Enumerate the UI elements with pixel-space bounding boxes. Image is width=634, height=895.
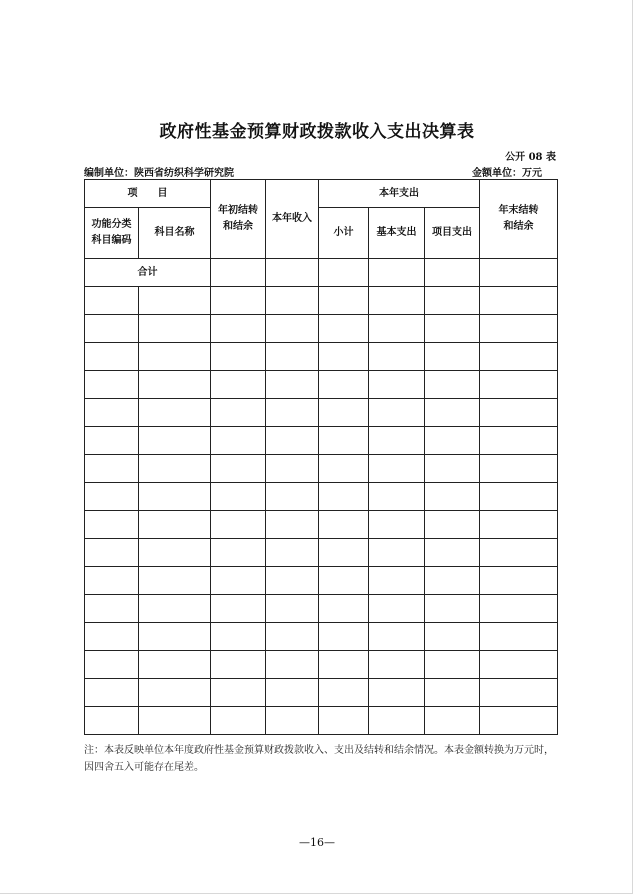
table-row	[85, 455, 558, 483]
table-cell	[85, 679, 139, 707]
table-cell	[319, 399, 369, 427]
table-cell	[85, 707, 139, 735]
table-cell	[369, 371, 425, 399]
table-cell	[480, 539, 558, 567]
table-cell	[319, 679, 369, 707]
table-cell	[480, 287, 558, 315]
table-cell	[480, 567, 558, 595]
form-code: 公开 08 表	[505, 152, 556, 163]
table-cell	[266, 427, 319, 455]
table-cell	[266, 511, 319, 539]
table-cell	[425, 623, 480, 651]
budget-table	[84, 179, 558, 735]
table-row	[85, 539, 558, 567]
table-cell	[211, 483, 266, 511]
table-cell	[480, 371, 558, 399]
table-cell	[480, 595, 558, 623]
table-cell	[139, 595, 211, 623]
table-cell	[85, 455, 139, 483]
compiler-unit: 编制单位：陕西省纺织科学研究院	[84, 168, 234, 179]
table-row	[85, 399, 558, 427]
table-cell	[85, 651, 139, 679]
table-cell	[425, 483, 480, 511]
table-cell	[319, 651, 369, 679]
header-end-balance: 年末结转 和结余	[480, 180, 558, 259]
table-cell	[266, 707, 319, 735]
table-cell	[319, 483, 369, 511]
table-cell	[85, 623, 139, 651]
header-begin-balance: 年初结转 和结余	[211, 180, 266, 259]
table-row	[85, 511, 558, 539]
table-cell	[480, 259, 558, 287]
table-cell	[319, 623, 369, 651]
table-row	[85, 427, 558, 455]
table-cell	[369, 623, 425, 651]
table-cell	[211, 343, 266, 371]
table-cell	[425, 595, 480, 623]
table-cell	[211, 371, 266, 399]
table-cell	[480, 455, 558, 483]
table-cell	[266, 343, 319, 371]
header-subject-name: 科目名称	[139, 208, 211, 259]
table-cell	[480, 679, 558, 707]
table-cell	[139, 483, 211, 511]
table-cell	[319, 539, 369, 567]
table-cell	[266, 287, 319, 315]
table-row	[85, 315, 558, 343]
table-cell	[480, 483, 558, 511]
page-number: —16—	[299, 836, 335, 849]
table-cell	[425, 371, 480, 399]
table-cell	[211, 707, 266, 735]
table-cell	[369, 651, 425, 679]
table-cell	[425, 567, 480, 595]
header-income: 本年收入	[266, 180, 319, 259]
table-cell	[85, 399, 139, 427]
table-cell	[211, 315, 266, 343]
table-cell	[425, 511, 480, 539]
table-cell	[319, 287, 369, 315]
table-row	[85, 567, 558, 595]
table-cell	[480, 707, 558, 735]
table-cell	[211, 399, 266, 427]
table-cell	[85, 427, 139, 455]
table-cell	[139, 623, 211, 651]
table-cell	[319, 511, 369, 539]
table-cell	[319, 455, 369, 483]
table-cell	[139, 455, 211, 483]
table-cell	[369, 455, 425, 483]
table-cell	[369, 483, 425, 511]
header-expenditure: 本年支出	[319, 180, 480, 208]
table-cell	[85, 315, 139, 343]
table-cell	[369, 707, 425, 735]
table-cell	[211, 651, 266, 679]
table-cell	[369, 595, 425, 623]
table-row	[85, 707, 558, 735]
document-title: 政府性基金预算财政拨款收入支出决算表	[159, 122, 475, 142]
table-cell	[266, 567, 319, 595]
table-row	[85, 343, 558, 371]
table-cell	[211, 567, 266, 595]
table-cell	[425, 259, 480, 287]
table-cell	[369, 427, 425, 455]
table-cell	[266, 259, 319, 287]
table-cell	[480, 427, 558, 455]
amount-unit: 金额单位：万元	[472, 168, 542, 179]
table-cell	[211, 623, 266, 651]
table-cell	[85, 511, 139, 539]
table-cell	[480, 315, 558, 343]
table-cell	[211, 259, 266, 287]
table-cell	[319, 259, 369, 287]
total-label: 合计	[85, 259, 211, 287]
table-row	[85, 595, 558, 623]
table-cell	[85, 539, 139, 567]
table-cell	[425, 399, 480, 427]
footnote: 注：本表反映单位本年度政府性基金预算财政拨款收入、支出及结转和结余情况。本表金额转换为万元时，因四舍五入可能存在尾差。	[84, 745, 554, 773]
table-cell	[425, 679, 480, 707]
table-row	[85, 287, 558, 315]
table-cell	[266, 399, 319, 427]
table-cell	[211, 287, 266, 315]
table-cell	[266, 679, 319, 707]
table-cell	[211, 539, 266, 567]
table-cell	[85, 343, 139, 371]
table-cell	[369, 679, 425, 707]
table-cell	[425, 455, 480, 483]
table-cell	[139, 651, 211, 679]
table-cell	[85, 371, 139, 399]
table-cell	[85, 483, 139, 511]
table-cell	[139, 707, 211, 735]
header-func-code: 功能分类 科目编码	[85, 208, 139, 259]
table-cell	[319, 567, 369, 595]
table-cell	[139, 511, 211, 539]
table-cell	[211, 511, 266, 539]
table-cell	[319, 707, 369, 735]
table-cell	[266, 623, 319, 651]
table-cell	[266, 651, 319, 679]
table-cell	[319, 315, 369, 343]
table-cell	[425, 539, 480, 567]
table-cell	[85, 287, 139, 315]
table-cell	[319, 371, 369, 399]
table-cell	[480, 623, 558, 651]
table-cell	[480, 651, 558, 679]
total-row	[85, 259, 558, 287]
table-cell	[480, 399, 558, 427]
table-cell	[266, 595, 319, 623]
table-row	[85, 623, 558, 651]
table-cell	[369, 511, 425, 539]
table-cell	[369, 315, 425, 343]
table-cell	[266, 455, 319, 483]
table-cell	[266, 371, 319, 399]
header-subtotal: 小计	[319, 208, 369, 259]
table-cell	[266, 483, 319, 511]
table-cell	[211, 455, 266, 483]
table-cell	[139, 427, 211, 455]
table-cell	[425, 651, 480, 679]
table-cell	[425, 427, 480, 455]
table-cell	[369, 567, 425, 595]
table-cell	[139, 371, 211, 399]
table-cell	[139, 539, 211, 567]
table-cell	[139, 315, 211, 343]
table-row	[85, 679, 558, 707]
table-cell	[369, 259, 425, 287]
table-cell	[425, 707, 480, 735]
table-cell	[85, 595, 139, 623]
table-cell	[369, 343, 425, 371]
table-row	[85, 651, 558, 679]
table-cell	[425, 287, 480, 315]
table-cell	[480, 511, 558, 539]
table-cell	[266, 315, 319, 343]
table-cell	[139, 287, 211, 315]
table-cell	[211, 679, 266, 707]
table-cell	[139, 399, 211, 427]
table-cell	[319, 595, 369, 623]
table-cell	[425, 315, 480, 343]
table-cell	[139, 679, 211, 707]
table-cell	[369, 287, 425, 315]
table-cell	[211, 595, 266, 623]
table-cell	[319, 343, 369, 371]
table-cell	[480, 343, 558, 371]
table-cell	[319, 427, 369, 455]
table-row	[85, 483, 558, 511]
table-cell	[425, 343, 480, 371]
table-cell	[266, 539, 319, 567]
table-cell	[211, 427, 266, 455]
table-row	[85, 371, 558, 399]
table-cell	[139, 567, 211, 595]
table-cell	[369, 399, 425, 427]
header-basic: 基本支出	[369, 208, 425, 259]
table-cell	[369, 539, 425, 567]
table-cell	[85, 567, 139, 595]
header-project: 项目支出	[425, 208, 480, 259]
table-cell	[139, 343, 211, 371]
header-item: 项 目	[85, 180, 211, 208]
